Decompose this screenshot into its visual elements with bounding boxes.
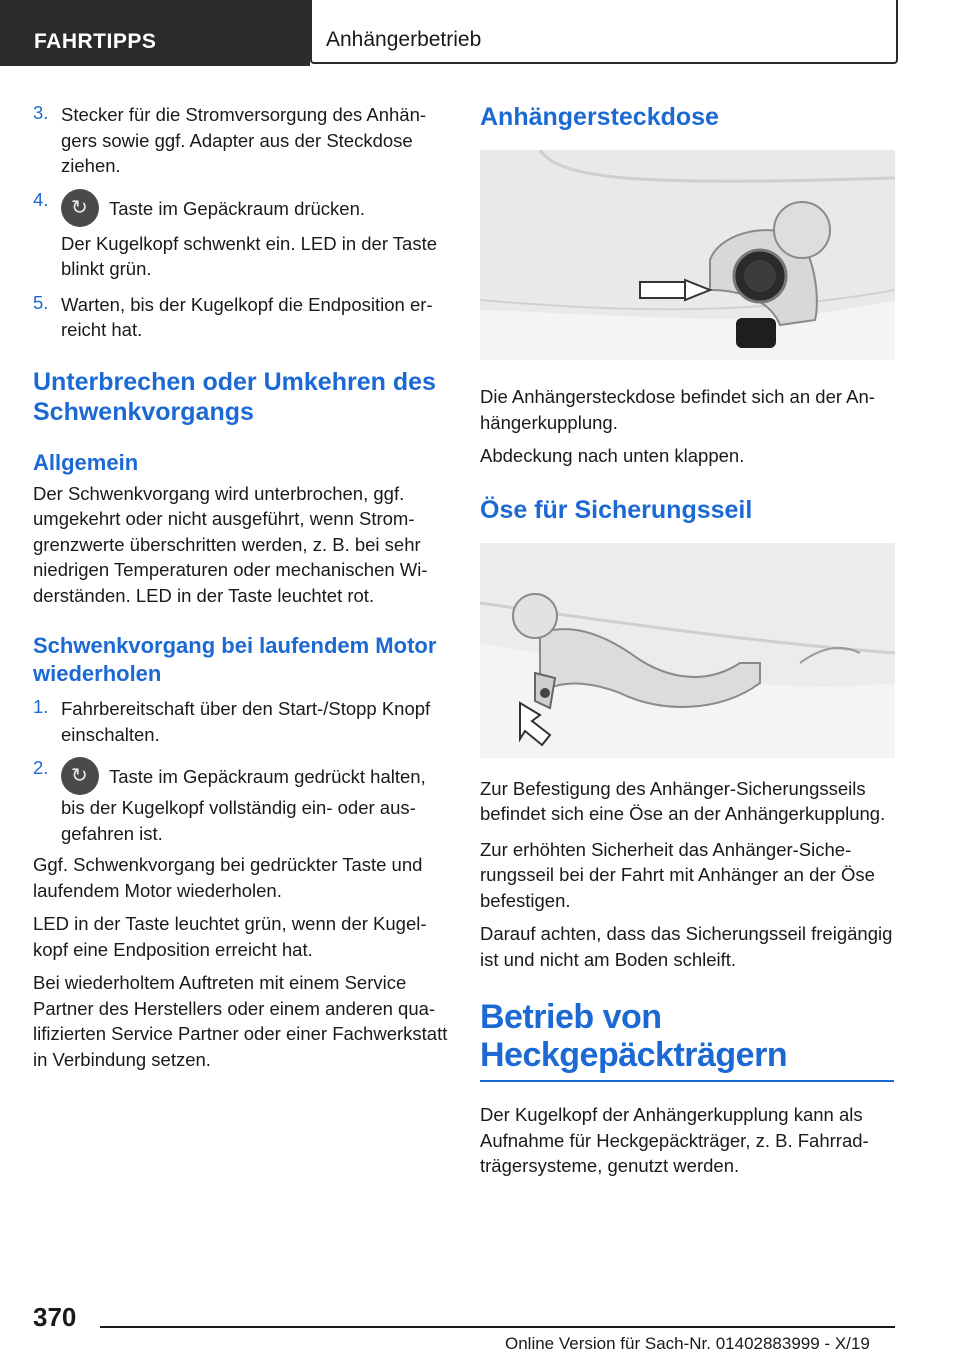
heading-socket: Anhängersteckdose bbox=[480, 103, 719, 131]
paragraph-led: LED in der Taste leuchtet grün, wenn der Kugelkopf eine Endposition erreicht hat. bbox=[33, 913, 427, 960]
section-title: FAHRTIPPS bbox=[34, 30, 157, 53]
step-text-wrap bbox=[61, 189, 448, 227]
left-column bbox=[33, 102, 448, 1072]
page-number: 370 bbox=[33, 1302, 77, 1332]
trunk-button-icon bbox=[61, 189, 99, 227]
page-header bbox=[0, 0, 960, 66]
step-note-text: Der Kugelkopf schwenkt ein. LED in der Taste blinkt grün. bbox=[61, 232, 438, 279]
step-number: 4. bbox=[33, 188, 49, 210]
paragraph-eye-location: Zur Befestigung des Anhänger-Sicherungsseils befindet sich eine Öse an der Anhängerkupplung. bbox=[480, 777, 886, 824]
step-text: Taste im Gepäckraum drücken. bbox=[109, 197, 366, 219]
step-3 bbox=[33, 102, 448, 179]
trunk-button-icon bbox=[61, 757, 99, 795]
step-text: Taste im Gepäckraum gedrückt halten, bis der Kugelkopf vollständig ein- oder ausgefahren ist. bbox=[61, 766, 426, 844]
paragraph-eye-note: Darauf achten, dass das Sicherungsseil freigängig ist und nicht am Boden schleift. bbox=[480, 923, 893, 970]
step-1 bbox=[33, 696, 448, 747]
step-text-wrap bbox=[61, 757, 448, 846]
footer-version: Online Version für Sach-Nr. 01402883999 - X/19 bbox=[505, 1334, 870, 1353]
chapter-tab bbox=[310, 0, 898, 64]
socket-illustration-graphic bbox=[480, 150, 895, 360]
eye-illustration-graphic bbox=[480, 543, 895, 758]
heading-general: Allgemein bbox=[33, 449, 139, 475]
footer-rule bbox=[100, 1326, 895, 1328]
paragraph-carrier: Der Kugelkopf der Anhängerkupplung kann als Aufnahme für Heckgepäckträger, z. B. Fahrradträgersysteme, genutzt werden. bbox=[480, 1104, 869, 1176]
paragraph-general: Der Schwenkvorgang wird unterbrochen, ggf. umgekehrt oder nicht ausgeführt, wenn Stromgrenzwerte überschritten werden, z. B. bei sehr niedrigen Temperaturen oder mechanischen Widerständen. LED in der Taste leuchtet rot. bbox=[33, 482, 428, 606]
paragraph-socket-cover: Abdeckung nach unten klappen. bbox=[480, 445, 745, 466]
step-text: Stecker für die Stromversorgung des Anhängers sowie ggf. Adapter aus der Steckdose ziehen. bbox=[61, 104, 427, 176]
step-4 bbox=[33, 189, 448, 227]
heading-repeat: Schwenkvorgang bei laufendem Motor wiederholen bbox=[33, 633, 437, 686]
chapter-title: Anhängerbetrieb bbox=[326, 28, 482, 51]
step-2 bbox=[33, 757, 448, 846]
step-text: Warten, bis der Kugelkopf die Endposition erreicht hat. bbox=[61, 293, 433, 340]
heading-carrier-wrap bbox=[480, 998, 894, 1082]
step-number: 1. bbox=[33, 696, 49, 717]
step-number: 5. bbox=[33, 291, 49, 313]
step-5 bbox=[33, 292, 448, 343]
heading-interrupt: Unterbrechen oder Umkehren des Schwenkvorgangs bbox=[33, 367, 436, 426]
paragraph-eye-safety: Zur erhöhten Sicherheit das Anhänger-Sicherungsseil bei der Fahrt mit Anhänger an der Öse befestigen. bbox=[480, 838, 875, 911]
heading-eye: Öse für Sicherungsseil bbox=[480, 495, 753, 524]
header-divider bbox=[298, 0, 310, 66]
socket-illustration bbox=[480, 150, 895, 360]
section-tab bbox=[0, 0, 298, 66]
step-text: Fahrbereitschaft über den Start-/Stopp Knopf einschalten. bbox=[61, 698, 431, 745]
heading-carrier: Betrieb von Heckgepäckträgern bbox=[480, 998, 788, 1074]
step-number: 2. bbox=[33, 757, 49, 778]
paragraph-socket-location: Die Anhängersteckdose befindet sich an der Anhängerkupplung. bbox=[480, 386, 875, 433]
right-column bbox=[480, 102, 896, 1179]
step-number: 3. bbox=[33, 102, 49, 123]
paragraph-repeat: Ggf. Schwenkvorgang bei gedrückter Taste und laufendem Motor wiederholen. bbox=[33, 854, 423, 901]
eye-illustration bbox=[480, 543, 895, 758]
paragraph-service: Bei wiederholtem Auftreten mit einem Service Partner des Herstellers oder einem anderen qualifizierten Service Partner oder einer Fachwerkstatt in Verbindung setzen. bbox=[33, 972, 448, 1070]
step-4-note bbox=[33, 231, 448, 282]
